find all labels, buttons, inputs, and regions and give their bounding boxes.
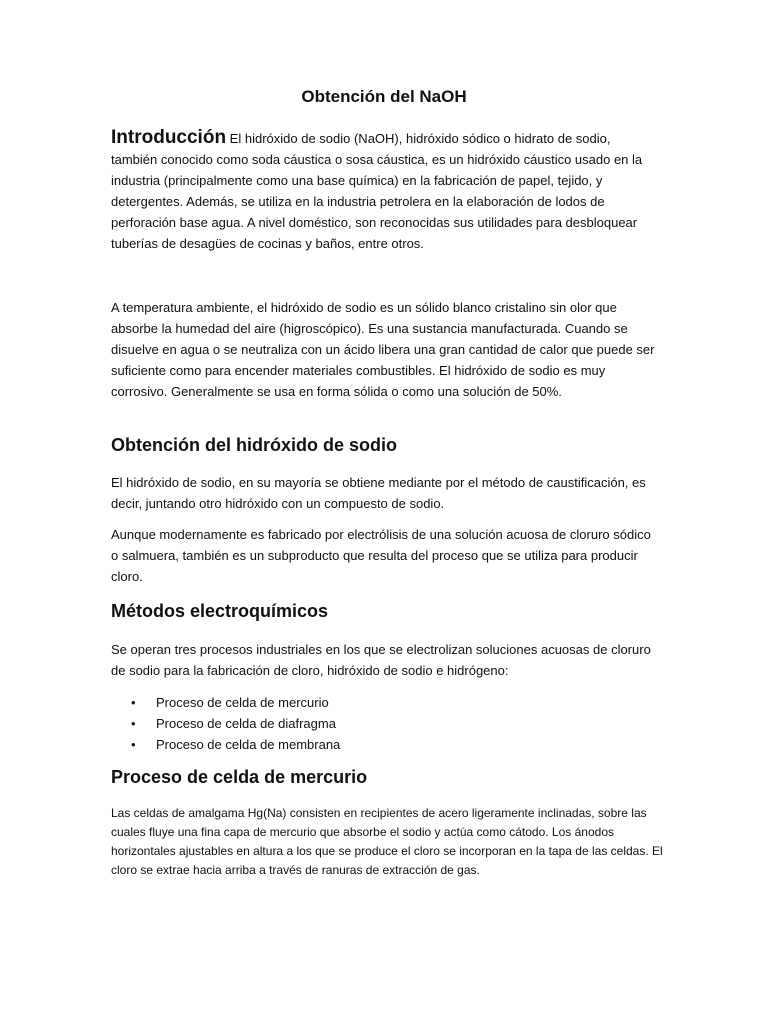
obtencion-paragraph-2: Aunque modernamente es fabricado por electrólisis de una solución acuosa de cloruro sódico o salmuera, también es un subproducto que resulta del proceso que se utiliza para producir cloro. [111, 527, 651, 584]
temperature-paragraph: A temperatura ambiente, el hidróxido de sodio es un sólido blanco cristalino sin olor que absorbe la humedad del aire (higroscópico). Es una sustancia manufacturada. Cuando se disuelve en agua o se neutraliza con un ácido libera una gran cantidad de calor que puede ser suficiente como para encender materiales combustibles. El hidróxido de sodio es muy corrosivo. Generalmente se usa en forma sólida o como una solución de 50%. [111, 300, 655, 399]
bullet-icon: • [131, 737, 136, 752]
document-title: Obtención del NaOH [301, 87, 467, 106]
intro-heading: Introducción [111, 127, 227, 148]
bullet-icon: • [131, 716, 136, 731]
mercurio-paragraph: Las celdas de amalgama Hg(Na) consisten en recipientes de acero ligeramente inclinadas, sobre las cuales fluye una fina capa de mercurio que absorbe el sodio y actúa como cátodo. Los ánodos horizontales ajustables en altura a los que se produce el cloro se incorporan en la tapa de las celdas. El cloro se extrae hacia arriba a través de ranuras de extracción de gas. [111, 806, 663, 877]
mercurio-heading: Proceso de celda de mercurio [111, 767, 368, 787]
intro-text: El hidróxido de sodio (NaOH), hidróxido sódico o hidrato de sodio, también conocido como soda cáustica o sosa cáustica, es un hidróxido cáustico usado en la industria (principalmente como una base química) en la fabricación de papel, tejido, y detergentes. Además, se utiliza en la industria petrolera en la elaboración de lodos de perforación base agua. A nivel doméstico, son reconocidas sus utilidades para desbloquear tuberías de desagües de cocinas y baños, entre otros. [111, 131, 643, 251]
process-list [111, 692, 340, 755]
intro-paragraph [111, 127, 659, 254]
list-item: • Proceso de celda de diafragma [111, 713, 340, 734]
obtencion-heading: Obtención del hidróxido de sodio [111, 435, 398, 455]
metodos-paragraph: Se operan tres procesos industriales en los que se electrolizan soluciones acuosas de cloruro de sodio para la fabricación de cloro, hidróxido de sodio e hidrógeno: [111, 642, 651, 678]
obtencion-paragraph-1: El hidróxido de sodio, en su mayoría se obtiene mediante por el método de caustificación, es decir, juntando otro hidróxido con un compuesto de sodio. [111, 475, 646, 511]
bullet-icon: • [131, 695, 136, 710]
list-item: • Proceso de celda de membrana [111, 734, 340, 755]
metodos-heading: Métodos electroquímicos [111, 601, 329, 621]
list-item: • Proceso de celda de mercurio [111, 692, 340, 713]
